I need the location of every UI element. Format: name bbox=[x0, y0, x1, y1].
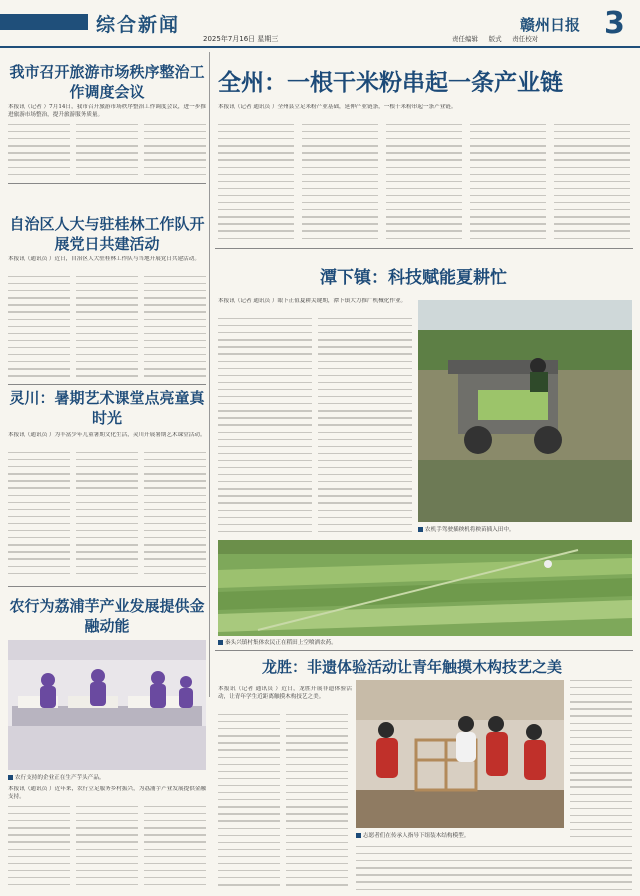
transplanter-photo bbox=[418, 300, 632, 522]
body-text bbox=[286, 714, 348, 890]
body-text bbox=[144, 806, 206, 890]
body-text bbox=[318, 318, 412, 536]
page-number: 3 bbox=[604, 6, 625, 41]
article-title: 自治区人大与驻桂林工作队开展党日共建活动 bbox=[9, 215, 205, 253]
workshop-photo bbox=[356, 680, 564, 828]
caption-text: 农行支持的企业正在生产芋头产品。 bbox=[15, 775, 105, 781]
photo-caption bbox=[218, 638, 632, 646]
page-header bbox=[0, 0, 640, 48]
body-text bbox=[144, 276, 206, 381]
lead-article-title: 全州：一根干米粉串起一条产业链 bbox=[218, 69, 563, 96]
body-text bbox=[76, 276, 138, 381]
body-text bbox=[386, 124, 462, 244]
row-divider bbox=[215, 650, 633, 651]
body-text bbox=[218, 714, 280, 890]
body-text bbox=[144, 124, 206, 180]
editors-line: 责任编辑 版式 责任校对 bbox=[452, 35, 539, 43]
article-title: 潭下镇：科技赋能夏耕忙 bbox=[320, 268, 507, 288]
photo-caption bbox=[8, 773, 206, 781]
body-text bbox=[144, 452, 206, 582]
photo-caption bbox=[418, 525, 632, 533]
row-divider bbox=[8, 586, 206, 587]
body-text bbox=[8, 452, 70, 582]
square-bullet-icon bbox=[418, 527, 423, 532]
newspaper-logo: 赣州日报 bbox=[520, 16, 581, 34]
article-lead: 本报讯（记者 通讯员 ）眼下正值夏耕关键期，潭下镇大力推广机械化作业。 bbox=[218, 298, 407, 304]
square-bullet-icon bbox=[8, 775, 13, 780]
body-text bbox=[356, 846, 632, 890]
row-divider bbox=[8, 183, 206, 184]
body-text bbox=[554, 124, 630, 244]
article-title: 灵川：暑期艺术课堂点亮童真时光 bbox=[9, 389, 205, 427]
body-text bbox=[8, 124, 70, 180]
article-title: 我市召开旅游市场秩序整治工作调度会议 bbox=[9, 63, 205, 101]
article-lead: 本报讯（记者 通讯员 ）近日，龙胜开展非遗体验活动，让青年学生近距离触摸木构技艺之美。 bbox=[218, 686, 352, 700]
row-divider bbox=[215, 248, 633, 249]
square-bullet-icon bbox=[218, 640, 223, 645]
date-line: 2025年7月16日 星期三 bbox=[203, 35, 279, 43]
article-lead: 本报讯（通讯员 ）为丰富少年儿童暑期文化生活，灵川开展暑期艺术课堂活动。 bbox=[8, 432, 206, 438]
body-text bbox=[76, 124, 138, 180]
body-text bbox=[8, 806, 70, 890]
photo-caption bbox=[356, 831, 564, 839]
column-divider bbox=[209, 52, 210, 697]
article-lead: 本报讯（通讯员 ）近日，自治区人大驻桂林工作队与当地开展党日共建活动。 bbox=[8, 256, 200, 262]
rice-field-aerial-photo bbox=[218, 540, 632, 636]
body-text bbox=[570, 680, 632, 840]
article-lead: 本报讯（记者 ）7月14日，我市召开旅游市场秩序整治工作调度会议，进一步推进旅游市场整治，提升旅游服务质量。 bbox=[8, 104, 206, 118]
factory-photo bbox=[8, 640, 206, 770]
caption-text: 农机手驾驶插秧机将秧苗插入田中。 bbox=[425, 527, 515, 533]
body-text bbox=[218, 124, 294, 244]
section-title: 综合新闻 bbox=[96, 14, 181, 36]
article-lead: 本报讯（记者 通讯员 ）全州县立足米粉产业基础，延伸产业链条，一根干米粉串起一条产业链。 bbox=[218, 104, 457, 110]
caption-text: 秦头兴镇村集体农民正在稻田上空喷洒农药。 bbox=[225, 640, 337, 646]
article-title: 农行为荔浦芋产业发展提供金融动能 bbox=[9, 597, 205, 635]
body-text bbox=[218, 318, 312, 536]
body-text bbox=[76, 806, 138, 890]
body-text bbox=[470, 124, 546, 244]
body-text bbox=[8, 276, 70, 381]
article-title: 龙胜：非遗体验活动让青年触摸木构技艺之美 bbox=[262, 658, 563, 676]
body-text bbox=[76, 452, 138, 582]
caption-text: 志愿者们在传承人指导下组装木结构模型。 bbox=[363, 833, 470, 839]
section-bar bbox=[0, 14, 88, 30]
square-bullet-icon bbox=[356, 833, 361, 838]
article-lead: 本报讯（通讯员 ）近年来，农行立足服务乡村振兴，为荔浦芋产业发展提供金融支持。 bbox=[8, 786, 206, 800]
body-text bbox=[302, 124, 378, 244]
row-divider bbox=[8, 384, 206, 385]
